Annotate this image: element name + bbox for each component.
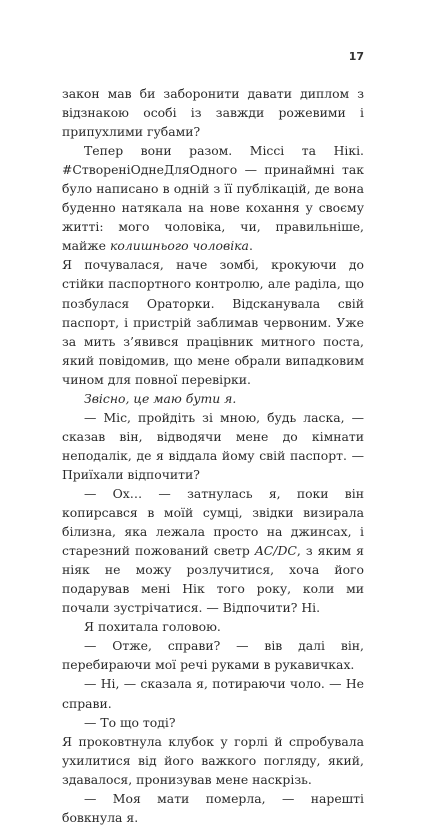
- text-segment: — Моя мати померла, — нарешті бовкнула я.: [62, 790, 364, 825]
- paragraph-10: [62, 713, 364, 732]
- italic-text-segment: колишнього чоловіка: [109, 238, 249, 254]
- text-segment: — Міс, пройдіть зі мною, будь ласка, — сказав він, відводячи мене до кімнати неподалік, де я віддала йому свій паспорт. — Приїхали відпочити?: [62, 409, 364, 482]
- paragraph-6: [62, 484, 364, 617]
- paragraph-12: [62, 789, 364, 827]
- text-segment: Тепер вони разом. Міссі та Нікі. #СтворенiОднеДляОдного — принаймні так було написано в одній з її публікацій, де вона буденно натякала на нове кохання у своєму житті: мого чоловіка, чи, правильніше, майже: [62, 143, 364, 254]
- paragraph-4: [62, 389, 364, 408]
- paragraph-3: [62, 255, 364, 388]
- paragraph-2: [62, 141, 364, 255]
- paragraph-5: [62, 408, 364, 484]
- body-text: [62, 84, 364, 827]
- paragraph-11: [62, 732, 364, 789]
- text-segment: Я похитала головою.: [84, 619, 221, 635]
- italic-text-segment: Звісно, це маю бути я.: [84, 390, 237, 406]
- text-segment: — Ох… — затнулась я, поки він копирсався в моїй сумці, звідки визирала білизна, яка лежала просто на джинсах, і старезний пожований светр: [62, 485, 364, 559]
- italic-text-segment: AC/DC: [254, 543, 297, 559]
- paragraph-1: [62, 84, 364, 141]
- text-segment: , з яким я ніяк не можу розлучитися, хоча його подарував мені Нік того року, коли ми почали зустрічатися. — Відпочити? Ні.: [62, 543, 364, 616]
- text-segment: закон мав би заборонити давати диплом з відзнакою особі із завжди рожевими і припухлими губами?: [62, 86, 364, 140]
- page-number: 17: [348, 50, 364, 63]
- paragraph-9: [62, 674, 364, 712]
- text-segment: — Отже, справи? — вів далі він, перебираючи мої речі руками в рукавичках.: [62, 638, 364, 673]
- text-segment: .: [248, 238, 253, 254]
- text-segment: — Ні, — сказала я, потираючи чоло. — Не справи.: [62, 676, 364, 711]
- text-segment: — То що тоді?: [84, 714, 176, 730]
- text-segment: Я проковтнула клубок у горлі й спробувала ухилитися від його важкого погляду, який, здавалося, пронизував мене наскрізь.: [62, 733, 364, 787]
- paragraph-7: [62, 617, 364, 636]
- text-segment: Я почувалася, наче зомбі, крокуючи до стійки паспортного контролю, але раділа, що позбулася Ораторки. Відсканувала свій паспорт, і пристрій заблимав червоним. Уже за мить з’явився працівник митного поста, який повідомив, що мене обрали випадковим чином для повної перевірки.: [62, 257, 364, 387]
- paragraph-8: [62, 636, 364, 674]
